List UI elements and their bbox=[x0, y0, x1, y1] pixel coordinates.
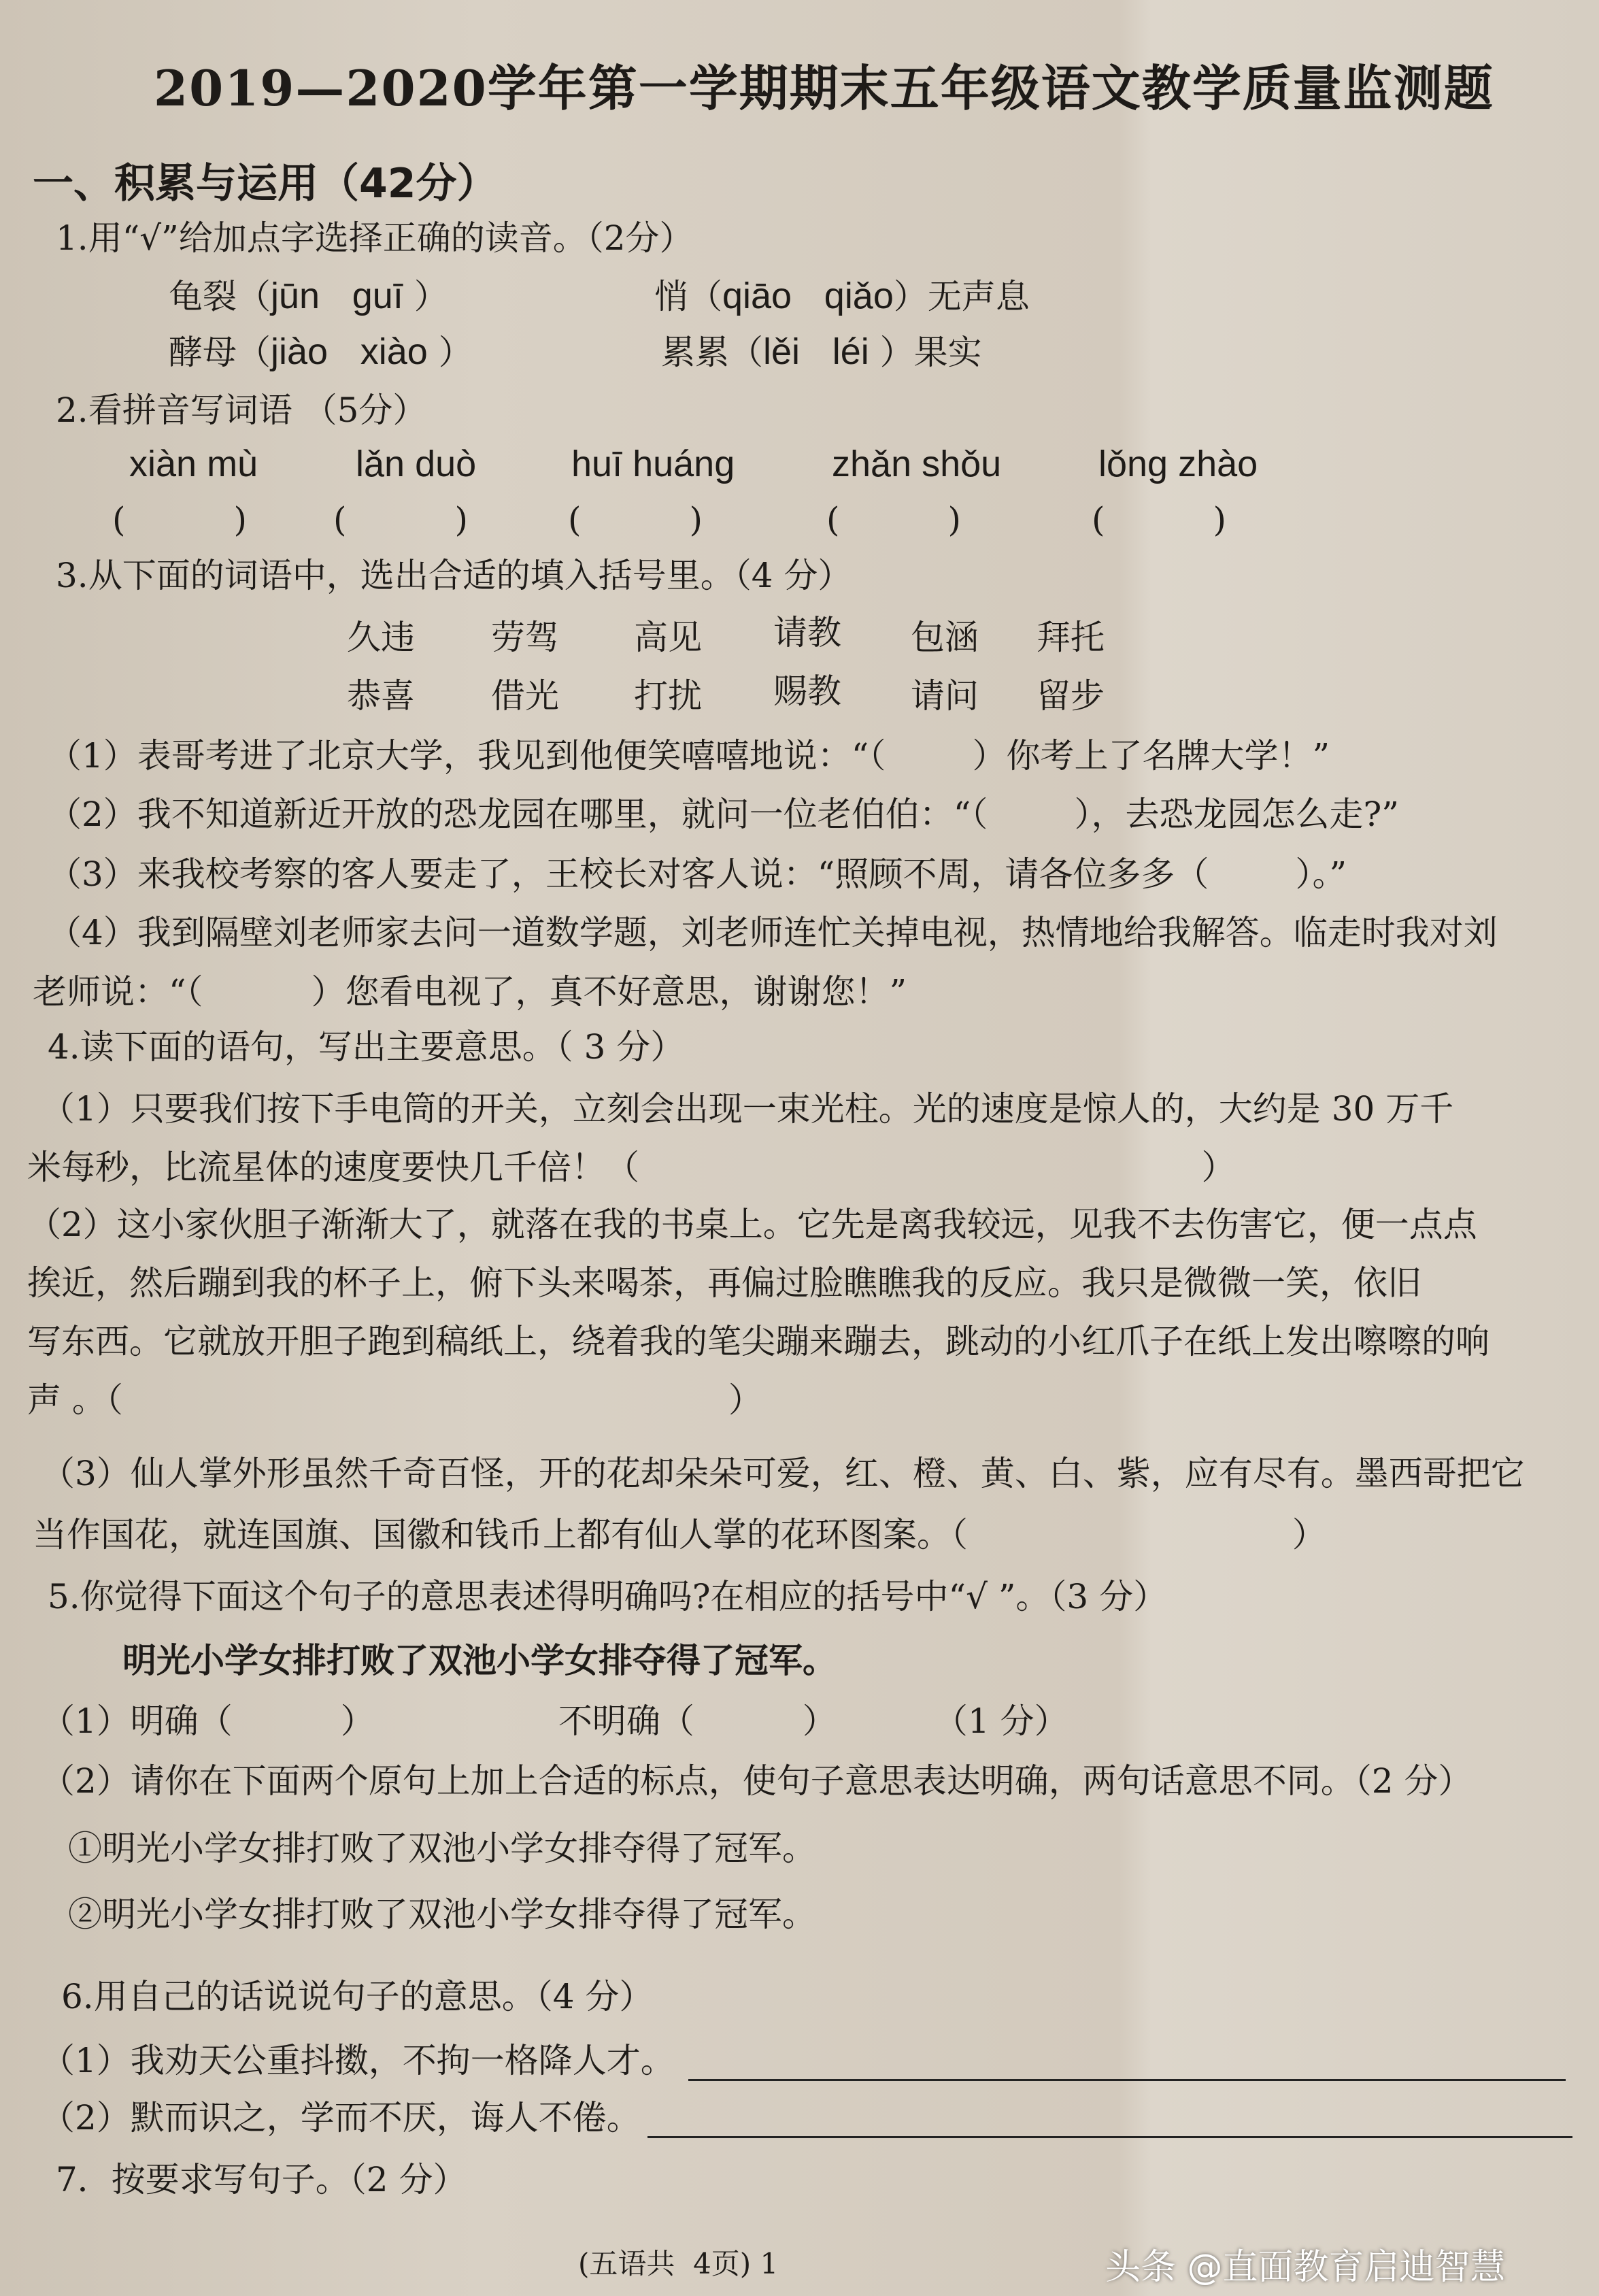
q5-choice: ②明光小学女排打败了双池小学女排夺得了冠军。 bbox=[68, 1895, 816, 1934]
pinyin: xiàn mù bbox=[129, 444, 258, 484]
q5-sub1: （1）明确（ ） 不明确（ ） （1 分） bbox=[41, 1701, 1068, 1741]
q4-passage: 当作国花，就连国旗、国徽和钱币上都有仙人掌的花环图案。（ ） bbox=[33, 1515, 1326, 1554]
q4-passage: 挨近，然后蹦到我的杯子上，俯下头来喝茶，再偏过脸瞧瞧我的反应。我只是微微一笑，依旧 bbox=[27, 1263, 1421, 1303]
q1-stem: 1.用“√”给加点字选择正确的读音。（2分） bbox=[56, 218, 694, 258]
q4-stem: 4.读下面的语句，写出主要意思。（ 3 分） bbox=[48, 1027, 685, 1067]
pinyin-option: lěi bbox=[763, 331, 801, 372]
q1-item bbox=[654, 276, 1030, 317]
q5-sentence: 明光小学女排打败了双池小学女排夺得了冠军。 bbox=[122, 1640, 837, 1680]
q3-sentence: 老师说：“（ ）您看电视了，真不好意思，谢谢您！” bbox=[33, 972, 907, 1012]
word-option: 劳驾 bbox=[491, 618, 559, 657]
q6-text: （1）我劝天公重抖擞，不拘一格降人才。 bbox=[41, 2041, 675, 2080]
q3-sentence: （1）表哥考进了北京大学，我见到他便笑嘻嘻地说：“（ ）你考上了名牌大学！” bbox=[48, 736, 1330, 776]
pinyin-option: qiāo bbox=[722, 276, 792, 316]
pinyin: lǎn duò bbox=[356, 444, 477, 484]
q6-sentence bbox=[41, 2097, 1572, 2138]
q1-word: 累累（ bbox=[661, 333, 763, 372]
pinyin-option: jūn bbox=[271, 276, 320, 316]
q2-stem: 2.看拼音写词语 （5分） bbox=[56, 390, 427, 430]
pinyin-option: léi bbox=[832, 331, 869, 372]
q3-sentence: （2）我不知道新近开放的恐龙园在哪里，就问一位老伯伯：“（ ），去恐龙园怎么走?” bbox=[48, 795, 1399, 834]
q5-sub2: （2）请你在下面两个原句上加上合适的标点，使句子意思表达明确，两句话意思不同。（2 分） bbox=[41, 1761, 1472, 1801]
pinyin: lǒng zhào bbox=[1098, 444, 1258, 484]
q6-sentence bbox=[41, 2040, 1566, 2081]
q1-tail: ） bbox=[414, 277, 448, 316]
q7-stem: 7．按要求写句子。（2 分） bbox=[56, 2160, 467, 2199]
q4-passage: （3）仙人掌外形虽然千奇百怪，开的花却朵朵可爱，红、橙、黄、白、紫，应有尽有。墨西哥把它 bbox=[41, 1454, 1525, 1493]
q4-passage: 声 。（ ） bbox=[27, 1380, 762, 1420]
q4-passage: （2）这小家伙胆子渐渐大了，就落在我的书桌上。它先是离我较远，见我不去伤害它，便一点点 bbox=[27, 1205, 1477, 1244]
q1-word: 酵母（ bbox=[169, 333, 271, 372]
q3-stem: 3.从下面的词语中，选出合适的填入括号里。（4 分） bbox=[56, 556, 852, 595]
q1-tail: ） bbox=[438, 333, 473, 372]
q4-passage: （1）只要我们按下手电筒的开关，立刻会出现一束光柱。光的速度是惊人的，大约是 30 万千 bbox=[41, 1089, 1454, 1129]
q4-passage: 米每秒，比流星体的速度要快几千倍！（ ） bbox=[27, 1148, 1236, 1187]
q3-sentence: （4）我到隔壁刘老师家去问一道数学题，刘老师连忙关掉电视，热情地给我解答。临走时我对刘 bbox=[48, 913, 1498, 952]
word-option: 恭喜 bbox=[347, 676, 415, 716]
q1-item bbox=[169, 276, 448, 317]
q5-stem: 5.你觉得下面这个句子的意思表述得明确吗?在相应的括号中“√ ”。（3 分） bbox=[48, 1577, 1168, 1616]
word-option: 请问 bbox=[911, 676, 979, 716]
word-option: 高见 bbox=[634, 618, 702, 657]
q1-item bbox=[661, 331, 982, 373]
q1-word: 龟裂（ bbox=[169, 277, 271, 316]
q1-tail: ）果实 bbox=[879, 333, 982, 372]
pinyin-option: qiǎo bbox=[824, 276, 894, 316]
word-option: 久违 bbox=[347, 618, 415, 657]
answer-bracket[interactable]: ( ) bbox=[826, 500, 961, 539]
word-option: 赐教 bbox=[773, 671, 841, 711]
answer-bracket[interactable]: ( ) bbox=[333, 500, 468, 539]
answer-bracket[interactable]: ( ) bbox=[1092, 500, 1226, 539]
q1-word: 悄（ bbox=[654, 277, 722, 316]
q6-text: （2）默而识之，学而不厌，诲人不倦。 bbox=[41, 2098, 641, 2137]
answer-line[interactable] bbox=[688, 2046, 1566, 2081]
page-footer: (五语共 4页) 1 bbox=[578, 2247, 779, 2280]
word-option: 拜托 bbox=[1037, 618, 1105, 657]
watermark: 头条 @直面教育启迪智慧 bbox=[1105, 2247, 1506, 2288]
q4-passage: 写东西。它就放开胆子跑到稿纸上，绕着我的笔尖蹦来蹦去，跳动的小红爪子在纸上发出嚓嚓的响 bbox=[27, 1322, 1489, 1361]
q1-item bbox=[169, 331, 473, 373]
word-option: 打扰 bbox=[634, 676, 702, 716]
q1-tail: ）无声息 bbox=[893, 277, 1030, 316]
answer-bracket[interactable]: ( ) bbox=[568, 500, 703, 539]
word-option: 借光 bbox=[491, 676, 559, 716]
pinyin-option: jiào bbox=[271, 331, 329, 372]
q3-sentence: （3）来我校考察的客人要走了，王校长对客人说：“照顾不周，请各位多多（ ）。” bbox=[48, 854, 1347, 894]
pinyin-option: guī bbox=[352, 276, 403, 316]
word-option: 留步 bbox=[1037, 676, 1105, 716]
answer-bracket[interactable]: ( ) bbox=[112, 500, 247, 539]
pinyin: zhǎn shǒu bbox=[832, 444, 1002, 484]
word-option: 包涵 bbox=[911, 618, 979, 657]
pinyin-option: xiào bbox=[360, 331, 428, 372]
word-option: 请教 bbox=[773, 613, 841, 652]
q5-choice: ①明光小学女排打败了双池小学女排夺得了冠军。 bbox=[68, 1829, 816, 1868]
exam-title: 2019—2020学年第一学期期末五年级语文教学质量监测题 bbox=[154, 59, 1494, 117]
answer-line[interactable] bbox=[647, 2103, 1572, 2138]
pinyin: huī huáng bbox=[571, 444, 735, 484]
q6-stem: 6.用自己的话说说句子的意思。（4 分） bbox=[61, 1977, 654, 2016]
section-heading: 一、积累与运用（42分） bbox=[33, 160, 498, 207]
